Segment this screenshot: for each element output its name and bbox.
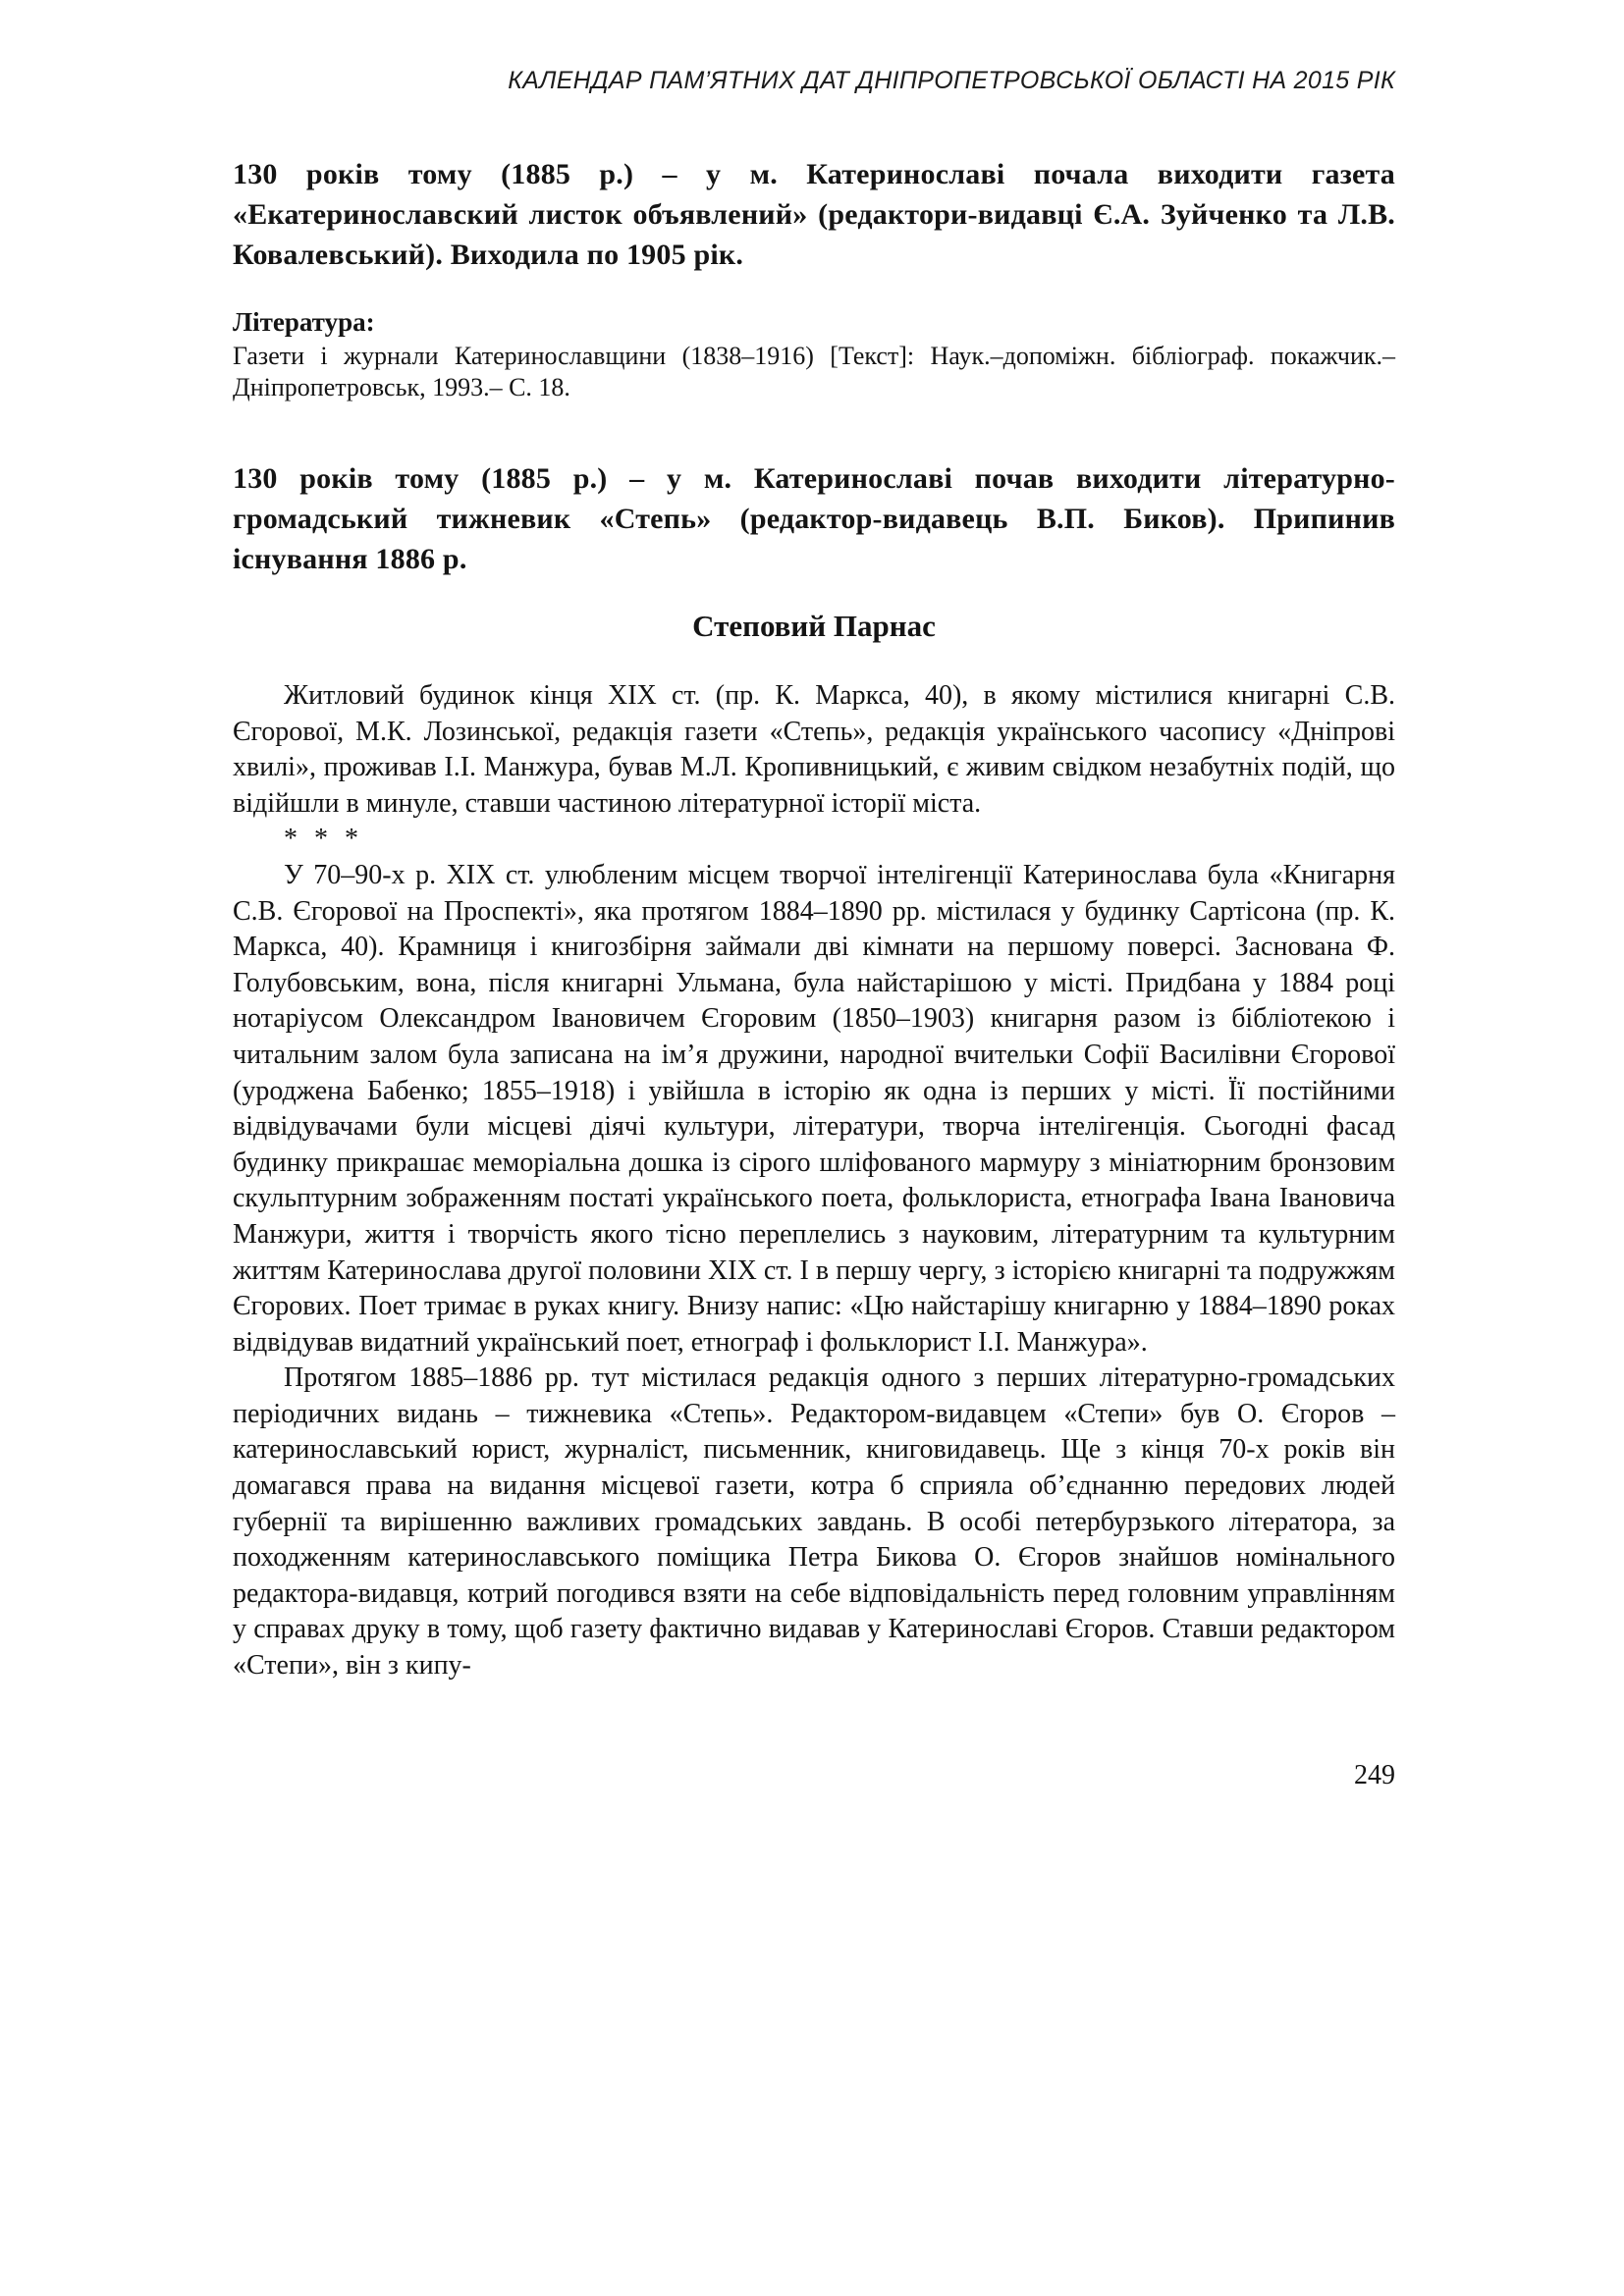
article-paragraph-2: У 70–90-х р. XIX ст. улюбленим місцем творчої інтелігенції Катеринослава була «Книгарня С.В. Єгорової на Проспекті», яка протягом 1884–1890 рр. містилася у будинку Сартісона (пр. К. Маркса, 40). Крамниця і книгозбірня займали дві кімнати на першому поверсі. Заснована Ф. Голубовським, вона, після книгарні Ульмана, була найстарішою у місті. Придбана у 1884 році нотаріусом Олександром Івановичем Єгоровим (1850–1903) книгарня разом із бібліотекою і читальним залом була записана на ім’я дружини, народної вчительки Софії Василівни Єгорової (уроджена Бабенко; 1855–1918) і увійшла в історію як одна із перших у місті. Її постійними відвідувачами були місцеві діячі культури, літератури, творча інтелігенція. Сьогодні фасад будинку прикрашає меморіальна дошка із сірого шліфованого мармуру з мініатюрним бронзовим скульптурним зображенням постаті українського поета, фольклориста, етнографа Івана Івановича Манжури, життя і творчість якого тісно переплелись з науковим, літературним та культурним життям Катеринослава другої половини XIX ст. І в першу чергу, з історією книгарні та подружжям Єгорових. Поет тримає в руках книгу. Внизу напис: «Цю найстарішу книгарню у 1884–1890 роках відвідував видатний український поет, етнограф і фольклорист І.І. Манжура». (233, 859, 1395, 1358)
calendar-entry-newspaper: 130 років тому (1885 р.) – у м. Катеринославі почала виходити газета «Екатеринославский листок объявлений» (редактори-видавці Є.А. Зуйченко та Л.В. Ковалевський). Виходила по 1905 рік. (233, 158, 1395, 271)
running-header: КАЛЕНДАР ПАМ’ЯТНИХ ДАТ ДНІПРОПЕТРОВСЬКОЇ ОБЛАСТІ НА 2015 РІК (508, 67, 1395, 94)
section-separator: * * * (284, 824, 363, 855)
article-paragraph-1: Житловий будинок кінця XIX ст. (пр. К. Маркса, 40), в якому містилися книгарні С.В. Єгорової, М.К. Лозинської, редакція газети «Степь», редакція українського часопису «Дніпрові хвилі», проживав І.І. Манжура, бував М.Л. Кропивницький, є живим свідком незабутніх подій, що відійшли в минуле, ставши частиною літературної історії міста. (233, 680, 1395, 819)
article-title: Степовий Парнас (692, 609, 936, 643)
page-number: 249 (1354, 1760, 1395, 1790)
calendar-entry-weekly: 130 років тому (1885 р.) – у м. Катеринославі почав виходити літературно-громадський тижневик «Степь» (редактор-видавець В.П. Биков). Припинив існування 1886 р. (233, 462, 1395, 575)
article-body (233, 678, 1395, 1684)
literature-citation: Газети і журнали Катеринославщини (1838–1916) [Текст]: Наук.–допоміжн. бібліограф. покажчик.– Дніпропетровськ, 1993.– С. 18. (233, 342, 1395, 401)
literature-label: Література: (233, 307, 375, 337)
article-paragraph-3: Протягом 1885–1886 рр. тут містилася редакція одного з перших літературно-громадських періодичних видань – тижневика «Степь». Редактором-видавцем «Степи» був О. Єгоров – катеринославський юрист, журналіст, письменник, книговидавець. Ще з кінця 70-х років він домагався права на видання місцевої газети, котра б сприяла об’єднанню передових людей губернії та вирішенню важливих громадських завдань. В особі петербурзького літератора, за походженням катеринославського поміщика Петра Бикова О. Єгоров знайшов номінального редактора-видавця, котрий погодився взяти на себе відповідальність перед головним управлінням у справах друку в тому, щоб газету фактично видавав у Катеринославі Єгоров. Ставши редактором «Степи», він з кипу- (233, 1362, 1395, 1682)
